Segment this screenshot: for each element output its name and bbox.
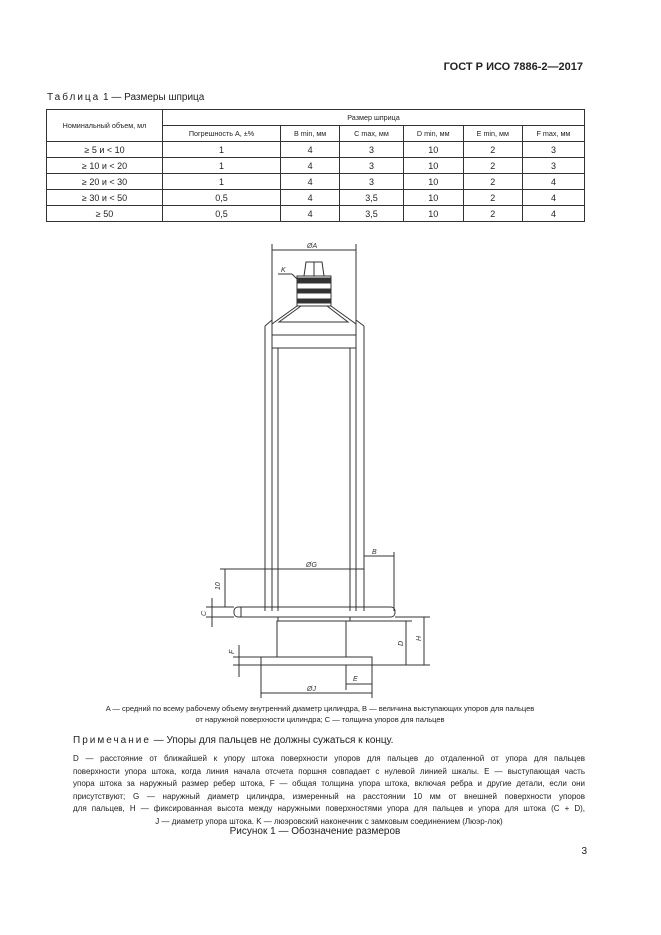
figure-legend <box>60 703 580 725</box>
table-cell: 0,5 <box>163 206 281 222</box>
dimension-f <box>229 645 261 677</box>
dimension-c <box>201 598 234 627</box>
label-h: H <box>416 635 423 641</box>
label-b: B <box>372 549 377 556</box>
plunger <box>261 617 372 665</box>
table-cell: 4 <box>281 190 340 206</box>
header-nominal-volume: Номинальный объем, мл <box>47 110 163 142</box>
table-cell: 10 <box>403 190 463 206</box>
table-cell: 10 <box>403 206 463 222</box>
table-cell: 3 <box>340 142 404 158</box>
table-row <box>47 190 585 206</box>
syringe-dimensions-table <box>46 109 585 222</box>
syringe-drawing <box>190 236 440 700</box>
dimension-10mm <box>215 569 265 607</box>
legend-line: от наружной поверхности цилиндра; C — толщина упоров для пальцев <box>195 715 445 724</box>
table-cell: 3,5 <box>340 206 404 222</box>
dimension-e <box>346 665 372 690</box>
dimension-b <box>364 549 394 611</box>
table-row <box>47 158 585 174</box>
table-cell: 1 <box>163 158 281 174</box>
definition-line: поверхности упора штока, когда линия начала отсчета поршня совпадает с нулевой линией шкалы. E — выступающая часть <box>73 766 585 776</box>
table-cell: 2 <box>463 158 522 174</box>
note <box>73 735 393 746</box>
note-prefix: Примечание <box>73 735 151 746</box>
table-cell: 4 <box>281 158 340 174</box>
legend-line: A — средний по всему рабочему объему внутренний диаметр цилиндра, B — величина выступающих упоров для пальцев <box>105 704 535 713</box>
finger-grips <box>234 607 395 617</box>
subheader-c: C max, мм <box>340 126 404 142</box>
definition-line: D — расстояние от ближайшей к упору штока поверхности упоров для пальцев до отдаленной от упора для пальцев <box>73 754 585 763</box>
table-cell: ≥ 30 и < 50 <box>47 190 163 206</box>
table-cell: 2 <box>463 174 522 190</box>
page-number: 3 <box>581 846 587 857</box>
table-cell: 4 <box>281 206 340 222</box>
table-caption-prefix: Таблица <box>47 92 101 103</box>
table-cell: 3 <box>340 174 404 190</box>
table-row <box>47 174 585 190</box>
label-c: C <box>201 610 208 616</box>
table-row <box>47 142 585 158</box>
table-cell: 2 <box>463 206 522 222</box>
label-k: K <box>281 267 286 274</box>
table-row <box>47 206 585 222</box>
definition-line: J — диаметр упора штока. K — люэровский наконечник с замковым соединением (Люэр-лок) <box>155 816 503 826</box>
label-j: ØJ <box>307 686 316 693</box>
table-caption <box>47 92 204 103</box>
definition-line: упора штока за наружный размер ребер штока, F — общая толщина упора штока, включая ребра и другие детали, если они <box>73 779 585 788</box>
subheader-a: Погрешность A, ±% <box>163 126 281 142</box>
table-cell: 1 <box>163 174 281 190</box>
label-ten: 10 <box>215 582 222 590</box>
table-cell: 10 <box>403 142 463 158</box>
subheader-e: E min, мм <box>463 126 522 142</box>
table-cell: 3 <box>522 142 584 158</box>
table-cell: 4 <box>522 174 584 190</box>
label-g: ØG <box>306 562 317 569</box>
table-cell: 3 <box>522 158 584 174</box>
subheader-f: F max, мм <box>522 126 584 142</box>
table-cell: 10 <box>403 174 463 190</box>
header-syringe-size: Размер шприца <box>163 110 585 126</box>
label-d: D <box>398 640 405 646</box>
table-cell: ≥ 20 и < 30 <box>47 174 163 190</box>
table-cell: 3 <box>340 158 404 174</box>
label-f: F <box>229 649 236 654</box>
table-cell: ≥ 10 и < 20 <box>47 158 163 174</box>
note-text: — Упоры для пальцев не должны сужаться к концу. <box>150 735 394 746</box>
table-cell: 0,5 <box>163 190 281 206</box>
table-cell: 4 <box>281 174 340 190</box>
label-e: E <box>353 676 358 683</box>
label-a: ØA <box>307 243 318 250</box>
table-cell: 10 <box>403 158 463 174</box>
table-caption-text: 1 — Размеры шприца <box>100 92 205 103</box>
standard-number: ГОСТ Р ИСО 7886-2—2017 <box>443 61 583 73</box>
definition-line: присутствуют; G — наружный диаметр цилиндра, измеренный на расстоянии 10 мм от внешней поверхности упоров <box>73 791 585 801</box>
table-cell: ≥ 50 <box>47 206 163 222</box>
dimension-g <box>265 562 364 569</box>
table-cell: ≥ 5 и < 10 <box>47 142 163 158</box>
definition-line: для пальцев, H — фиксированная высота между наружными поверхностями упора для пальцев и упора для штока (C + D), <box>73 804 585 813</box>
table-cell: 4 <box>522 206 584 222</box>
subheader-b: B min, мм <box>281 126 340 142</box>
dimension-d-h <box>346 617 430 665</box>
figure-caption: Рисунок 1 — Обозначение размеров <box>229 826 401 837</box>
subheader-d: D min, мм <box>403 126 463 142</box>
dimension-definitions <box>73 753 585 828</box>
table-cell: 1 <box>163 142 281 158</box>
table-cell: 2 <box>463 190 522 206</box>
table-cell: 2 <box>463 142 522 158</box>
table-cell: 3,5 <box>340 190 404 206</box>
dimension-a <box>272 243 356 330</box>
table-cell: 4 <box>281 142 340 158</box>
table-cell: 4 <box>522 190 584 206</box>
